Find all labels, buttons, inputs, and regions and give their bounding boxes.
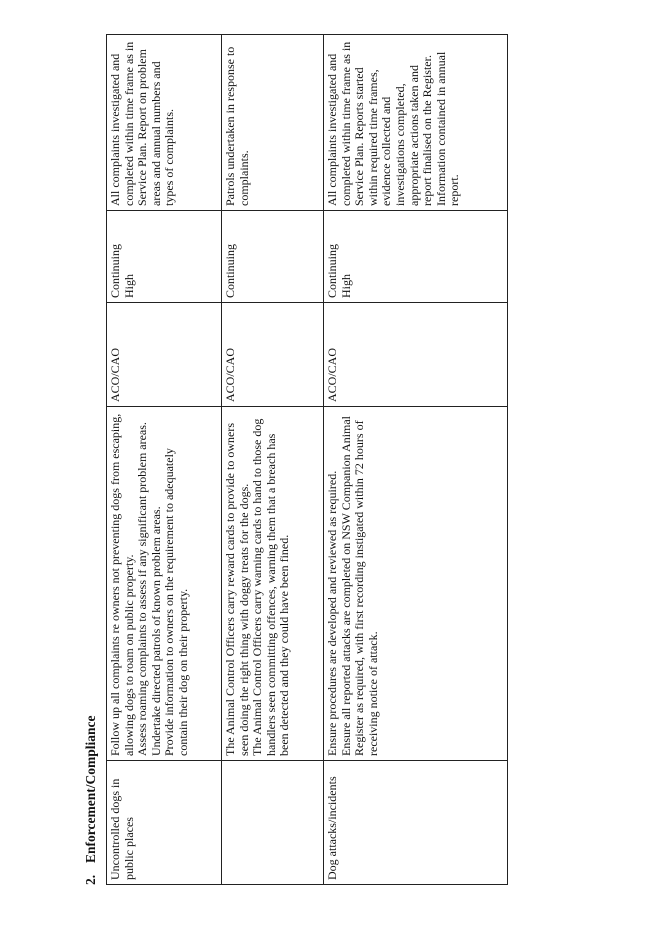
section-number: 2. [83, 874, 98, 885]
action-line: Ensure procedures are developed and reviewed as required. [325, 470, 339, 756]
section-heading [76, 716, 106, 885]
timeframe-cell [222, 211, 324, 303]
actions-cell [222, 407, 324, 761]
action-line: Ensure all reported attacks are completed on NSW Companion Animal Register as required, with first recording instigated within 72 hours of receiving notice of attack. [338, 415, 380, 756]
section-title: Enforcement/Compliance [83, 715, 98, 863]
priority-line: High [338, 274, 353, 298]
issue-cell [222, 761, 324, 885]
measure-cell: All complaints investigated and completed within time frame as in Service Plan. Reports started within required time frames, evidence collected and investigations completed, appropriate actions taken and report finalised on the Register. Information contained in annual report. [324, 35, 508, 211]
actions-cell [324, 407, 508, 761]
action-line: The Animal Control Officers carry reward cards to provide to owners seen doing the right thing with doggy treats for the dogs. [223, 422, 251, 756]
issue-cell: Dog attacks/incidents [324, 761, 508, 885]
responsibility-cell: ACO/CAO [324, 303, 508, 407]
action-line: Follow up all complaints re owners not preventing dogs from escaping, allowing dogs to roam on public property. [108, 413, 136, 756]
timeframe-cell [324, 211, 508, 303]
action-line: Provide information to owners on the requirement to adequately contain their dog on their property. [162, 448, 190, 756]
timeframe-line: Continuing [325, 243, 339, 298]
priority-line: High [121, 274, 136, 298]
responsibility-cell: ACO/CAO [222, 303, 324, 407]
issue-cell: Uncontrolled dogs in public places [107, 761, 222, 885]
timeframe-line: Continuing [108, 243, 122, 298]
timeframe-line: Continuing [223, 243, 237, 298]
action-line: The Animal Control Officers carry warning cards to hand to those dog handlers seen committing offences, warning them that a breach has been detected and they could have been fined. [250, 418, 292, 756]
rotated-page-content [76, 41, 531, 885]
action-line: Undertake directed patrols of known problem areas. [148, 506, 163, 756]
table-row [222, 35, 324, 885]
table-row [324, 35, 508, 885]
measure-cell: All complaints investigated and completed within time frame as in Service Plan. Report on problem areas and annual numbers and types of complaints. [107, 35, 222, 211]
measure-cell: Patrols undertaken in response to complaints. [222, 35, 324, 211]
action-line: Assess roaming complaints to assess if any significant problem areas. [135, 422, 150, 756]
actions-cell [107, 407, 222, 761]
enforcement-table [106, 34, 508, 885]
timeframe-cell [107, 211, 222, 303]
table-row [107, 35, 222, 885]
responsibility-cell: ACO/CAO [107, 303, 222, 407]
